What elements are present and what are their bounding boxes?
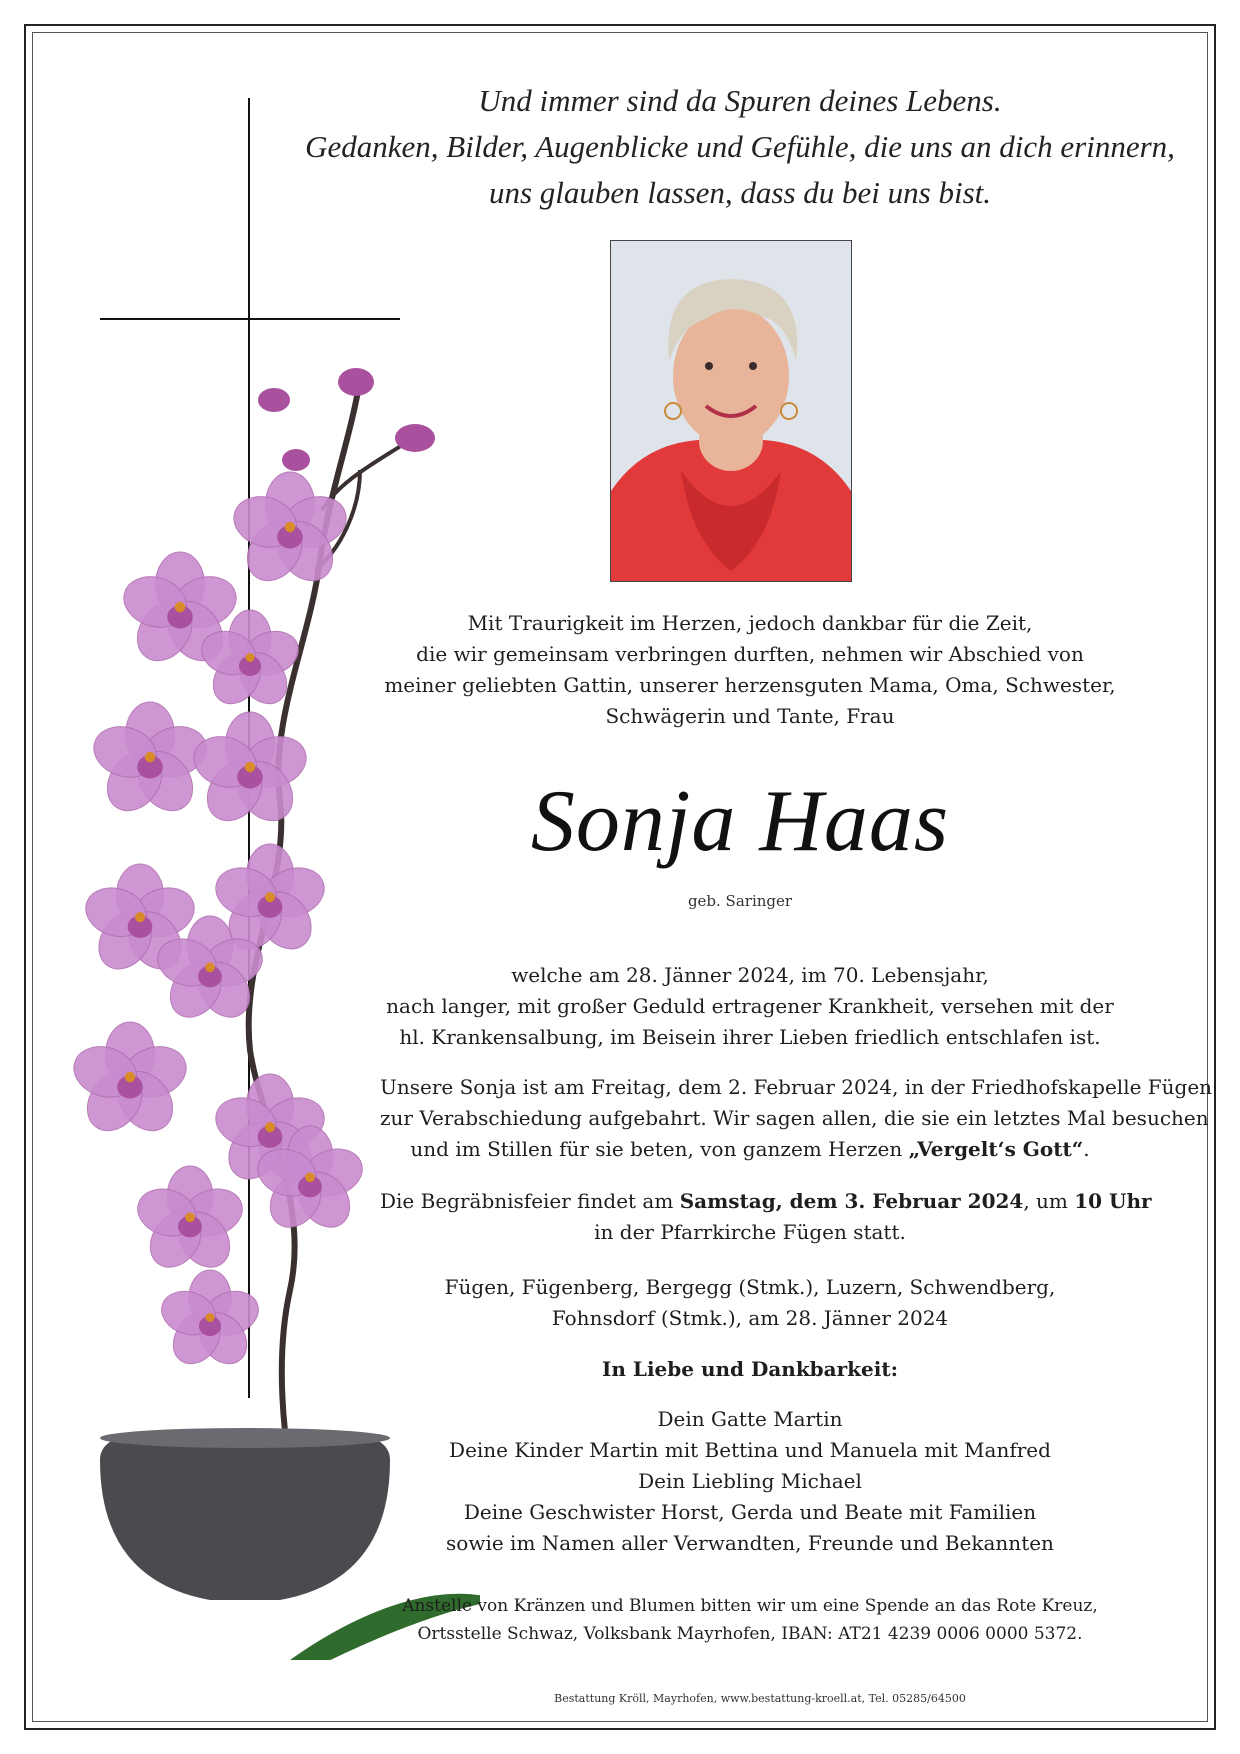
donation-line: Ortsstelle Schwaz, Volksbank Mayrhofen, IBAN: AT21 4239 0006 0000 5372. — [417, 1624, 1083, 1644]
orchid-flower — [132, 1166, 249, 1277]
intro-line: die wir gemeinsam verbringen durften, nehmen wir Abschied von — [416, 642, 1084, 666]
motto-line: Und immer sind da Spuren deines Lebens. — [478, 83, 1002, 118]
motto-line: uns glauben lassen, dass du bei uns bist. — [488, 175, 992, 210]
family-line: Dein Liebling Michael — [638, 1469, 862, 1493]
portrait-illustration — [611, 241, 851, 581]
places-paragraph — [380, 1272, 1120, 1334]
intro-line: meiner geliebten Gattin, unserer herzensguten Mama, Oma, Schwester, — [384, 673, 1116, 697]
funeral-text: Die Begräbnisfeier findet am — [380, 1189, 680, 1213]
family-line: Deine Geschwister Horst, Gerda und Beate mit Familien — [463, 1500, 1037, 1524]
family-line: Deine Kinder Martin mit Bettina und Manuela mit Manfred — [449, 1438, 1051, 1462]
viewing-line: zur Verabschiedung aufgebahrt. Wir sagen allen, die sie ein letztes Mal besuchen — [380, 1106, 1209, 1130]
funeral-line: in der Pfarrkirche Fügen statt. — [594, 1220, 906, 1244]
viewing-paragraph — [380, 1072, 1213, 1165]
family-list — [380, 1404, 1120, 1559]
death-line: hl. Krankensalbung, im Beisein ihrer Lieben friedlich entschlafen ist. — [399, 1025, 1101, 1049]
thanks-heading: In Liebe und Dankbarkeit: — [602, 1357, 898, 1381]
funeral-time: 10 Uhr — [1074, 1189, 1152, 1213]
portrait-photo — [610, 240, 852, 582]
orchid-flower — [67, 1022, 192, 1141]
intro-paragraph — [380, 608, 1120, 732]
places-line: Fügen, Fügenberg, Bergegg (Stmk.), Luzern, Schwendberg, — [444, 1275, 1056, 1299]
motto-line: Gedanken, Bilder, Augenblicke und Gefühle, die uns an dich erinnern, — [305, 129, 1175, 164]
vergelts-gott: „Vergelt‘s Gott“ — [908, 1137, 1084, 1161]
flower-pot — [100, 1428, 390, 1600]
family-line: sowie im Namen aller Verwandten, Freunde und Bekannten — [446, 1531, 1054, 1555]
donation-line: Anstelle von Kränzen und Blumen bitten wir um eine Spende an das Rote Kreuz, — [402, 1596, 1098, 1616]
viewing-period: . — [1083, 1137, 1090, 1161]
funeral-date: Samstag, dem 3. Februar 2024 — [679, 1189, 1024, 1213]
donation-note — [380, 1592, 1120, 1648]
death-paragraph — [380, 960, 1120, 1053]
funeral-text: , um — [1023, 1189, 1075, 1213]
motto-verse — [280, 78, 1200, 216]
deceased-name: Sonja Haas — [530, 773, 950, 870]
orchid-flower — [156, 1270, 264, 1373]
funeral-line — [380, 1186, 1152, 1217]
viewing-line: Unsere Sonja ist am Freitag, dem 2. Februar 2024, in der Friedhofskapelle Fügen — [380, 1075, 1213, 1099]
viewing-line — [380, 1134, 1120, 1165]
death-line: nach langer, mit großer Geduld ertragener Krankheit, versehen mit der — [386, 994, 1114, 1018]
intro-line: Schwägerin und Tante, Frau — [605, 704, 895, 728]
death-line: welche am 28. Jänner 2024, im 70. Lebensjahr, — [511, 963, 989, 987]
orchid-flowers — [67, 472, 368, 1373]
family-line: Dein Gatte Martin — [657, 1407, 843, 1431]
places-line: Fohnsdorf (Stmk.), am 28. Jänner 2024 — [551, 1306, 949, 1330]
cross-horizontal-bar — [100, 318, 400, 320]
intro-line: Mit Traurigkeit im Herzen, jedoch dankbar für die Zeit, — [467, 611, 1033, 635]
funeral-home-footer: Bestattung Kröll, Mayrhofen, www.bestattung-kroell.at, Tel. 05285/64500 — [554, 1692, 966, 1705]
funeral-paragraph — [380, 1186, 1152, 1248]
maiden-name: geb. Saringer — [687, 892, 793, 910]
orchid-flower — [187, 712, 312, 831]
viewing-text: und im Stillen für sie beten, von ganzem Herzen — [410, 1137, 909, 1161]
